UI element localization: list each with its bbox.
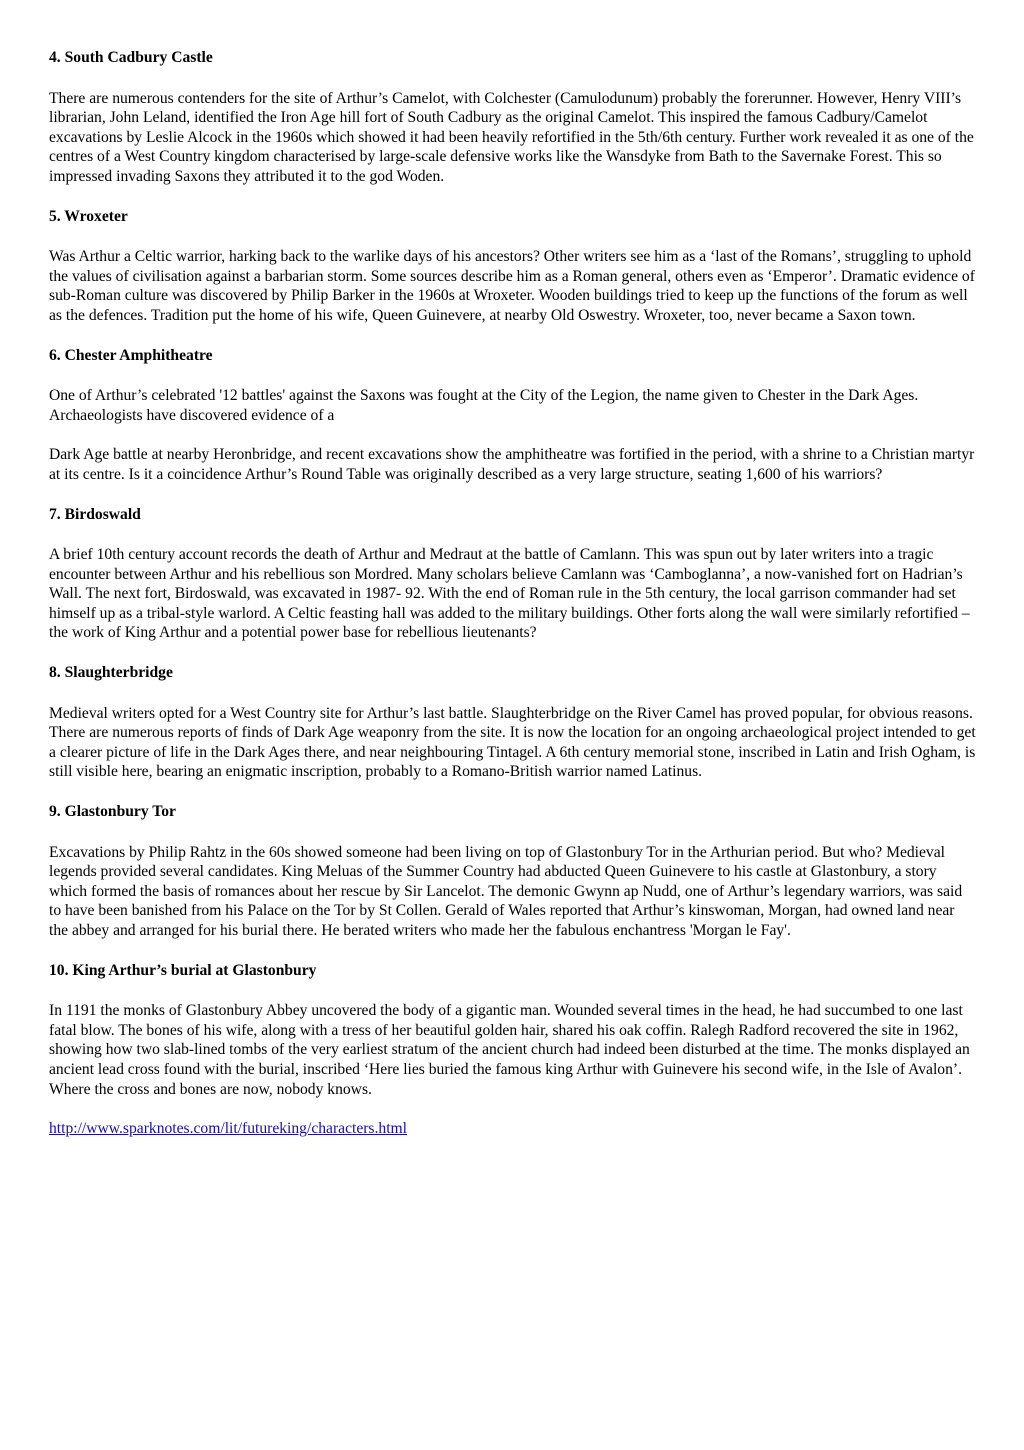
- section-heading: 7. Birdoswald: [49, 505, 141, 523]
- section-heading: 9. Glastonbury Tor: [49, 803, 176, 821]
- section-arthur-burial: [49, 961, 977, 1100]
- section-heading: 10. King Arthur’s burial at Glastonbury: [49, 961, 317, 979]
- section-wroxeter: [49, 207, 977, 326]
- section-paragraph: One of Arthur’s celebrated '12 battles' against the Saxons was fought at the City of the Legion, the name given to Chester in the Dark Ages. Archaeologists have discovered evidence of a: [49, 387, 919, 424]
- section-paragraph: Dark Age battle at nearby Heronbridge, and recent excavations show the amphitheatre was fortified in the period, with a shrine to a Christian martyr at its centre. Is it a coincidence Arthur’s Round Table was originally described as a very large structure, seating 1,600 of his warriors?: [49, 446, 975, 483]
- section-paragraph: In 1191 the monks of Glastonbury Abbey uncovered the body of a gigantic man. Wounded several times in the head, he had succumbed to one last fatal blow. The bones of his wife, along with a tress of her beautiful golden hair, shared his oak coffin. Ralegh Radford recovered the site in 1962, showing how two slab-lined tombs of the very earliest stratum of the ancient church had indeed been disturbed at the time. The monks displayed an ancient lead cross found with the burial, inscribed ‘Here lies buried the famous king Arthur with Guinevere his second wife, in the Isle of Avalon’. Where the cross and bones are now, nobody knows.: [49, 1002, 970, 1098]
- section-paragraph: There are numerous contenders for the site of Arthur’s Camelot, with Colchester (Camulodunum) probably the forerunner. However, Henry VIII’s librarian, John Leland, identified the Iron Age hill fort of South Cadbury as the original Camelot. This inspired the famous Cadbury/Camelot excavations by Leslie Alcock in the 1960s which showed it had been heavily refortified in the 5th/6th century. Further work revealed it as one of the centres of a West Country kingdom characterised by large-scale defensive works like the Wansdyke from Bath to the Savernake Forest. This so impressed invading Saxons they attributed it to the god Woden.: [49, 89, 974, 185]
- section-chester-amphitheatre: [49, 346, 977, 485]
- section-paragraph: Medieval writers opted for a West Country site for Arthur’s last battle. Slaughterbridge on the River Camel has proved popular, for obvious reasons. There are numerous reports of finds of Dark Age weaponry from the site. It is now the location for an ongoing archaeological project intended to get a clearer picture of life in the Dark Ages there, and near neighbouring Tintagel. A 6th century memorial stone, inscribed in Latin and Irish Ogham, is still visible here, bearing an enigmatic inscription, probably to a Romano-British warrior named Latinus.: [49, 704, 976, 781]
- section-glastonbury-tor: [49, 802, 977, 941]
- section-paragraph: Excavations by Philip Rahtz in the 60s showed someone had been living on top of Glastonbury Tor in the Arthurian period. But who? Medieval legends provided several candidates. King Meluas of the Summer Country had abducted Queen Guinevere to his castle at Glastonbury, a story which formed the basis of romances about her rescue by Sir Lancelot. The demonic Gwynn ap Nudd, one of Arthur’s legendary warriors, was said to have been banished from his Palace on the Tor by St Collen. Gerald of Wales reported that Arthur’s kinswoman, Morgan, had owned land near the abbey and arranged for his burial there. He berated writers who made her the fabulous enchantress 'Morgan le Fay'.: [49, 843, 963, 939]
- source-link[interactable]: http://www.sparknotes.com/lit/futureking/characters.html: [49, 1120, 407, 1138]
- section-slaughterbridge: [49, 663, 977, 782]
- section-paragraph: A brief 10th century account records the death of Arthur and Medraut at the battle of Camlann. This was spun out by later writers into a tragic encounter between Arthur and his rebellious son Mordred. Many scholars believe Camlann was ‘Camboglanna’, a now-vanished fort on Hadrian’s Wall. The next fort, Birdoswald, was excavated in 1987- 92. With the end of Roman rule in the 5th century, the local garrison commander had set himself up as a tribal-style warlord. A Celtic feasting hall was added to the military buildings. Other forts along the wall were similarly refortified – the work of King Arthur and a potential power base for rebellious lieutenants?: [49, 546, 970, 642]
- section-south-cadbury: [49, 48, 977, 187]
- document-page: [49, 48, 977, 1139]
- section-heading: 8. Slaughterbridge: [49, 664, 173, 682]
- section-birdoswald: [49, 505, 977, 644]
- section-heading: 5. Wroxeter: [49, 207, 128, 225]
- section-heading: 4. South Cadbury Castle: [49, 49, 213, 66]
- section-heading: 6. Chester Amphitheatre: [49, 346, 213, 364]
- section-paragraph: Was Arthur a Celtic warrior, harking back to the warlike days of his ancestors? Other writers see him as a ‘last of the Romans’, struggling to uphold the values of civilisation against a barbarian storm. Some sources describe him as a Roman general, others even as ‘Emperor’. Dramatic evidence of sub-Roman culture was discovered by Philip Barker in the 1960s at Wroxeter. Wooden buildings tried to keep up the functions of the forum as well as the defences. Tradition put the home of his wife, Queen Guinevere, at nearby Old Oswestry. Wroxeter, too, never became a Saxon town.: [49, 248, 975, 324]
